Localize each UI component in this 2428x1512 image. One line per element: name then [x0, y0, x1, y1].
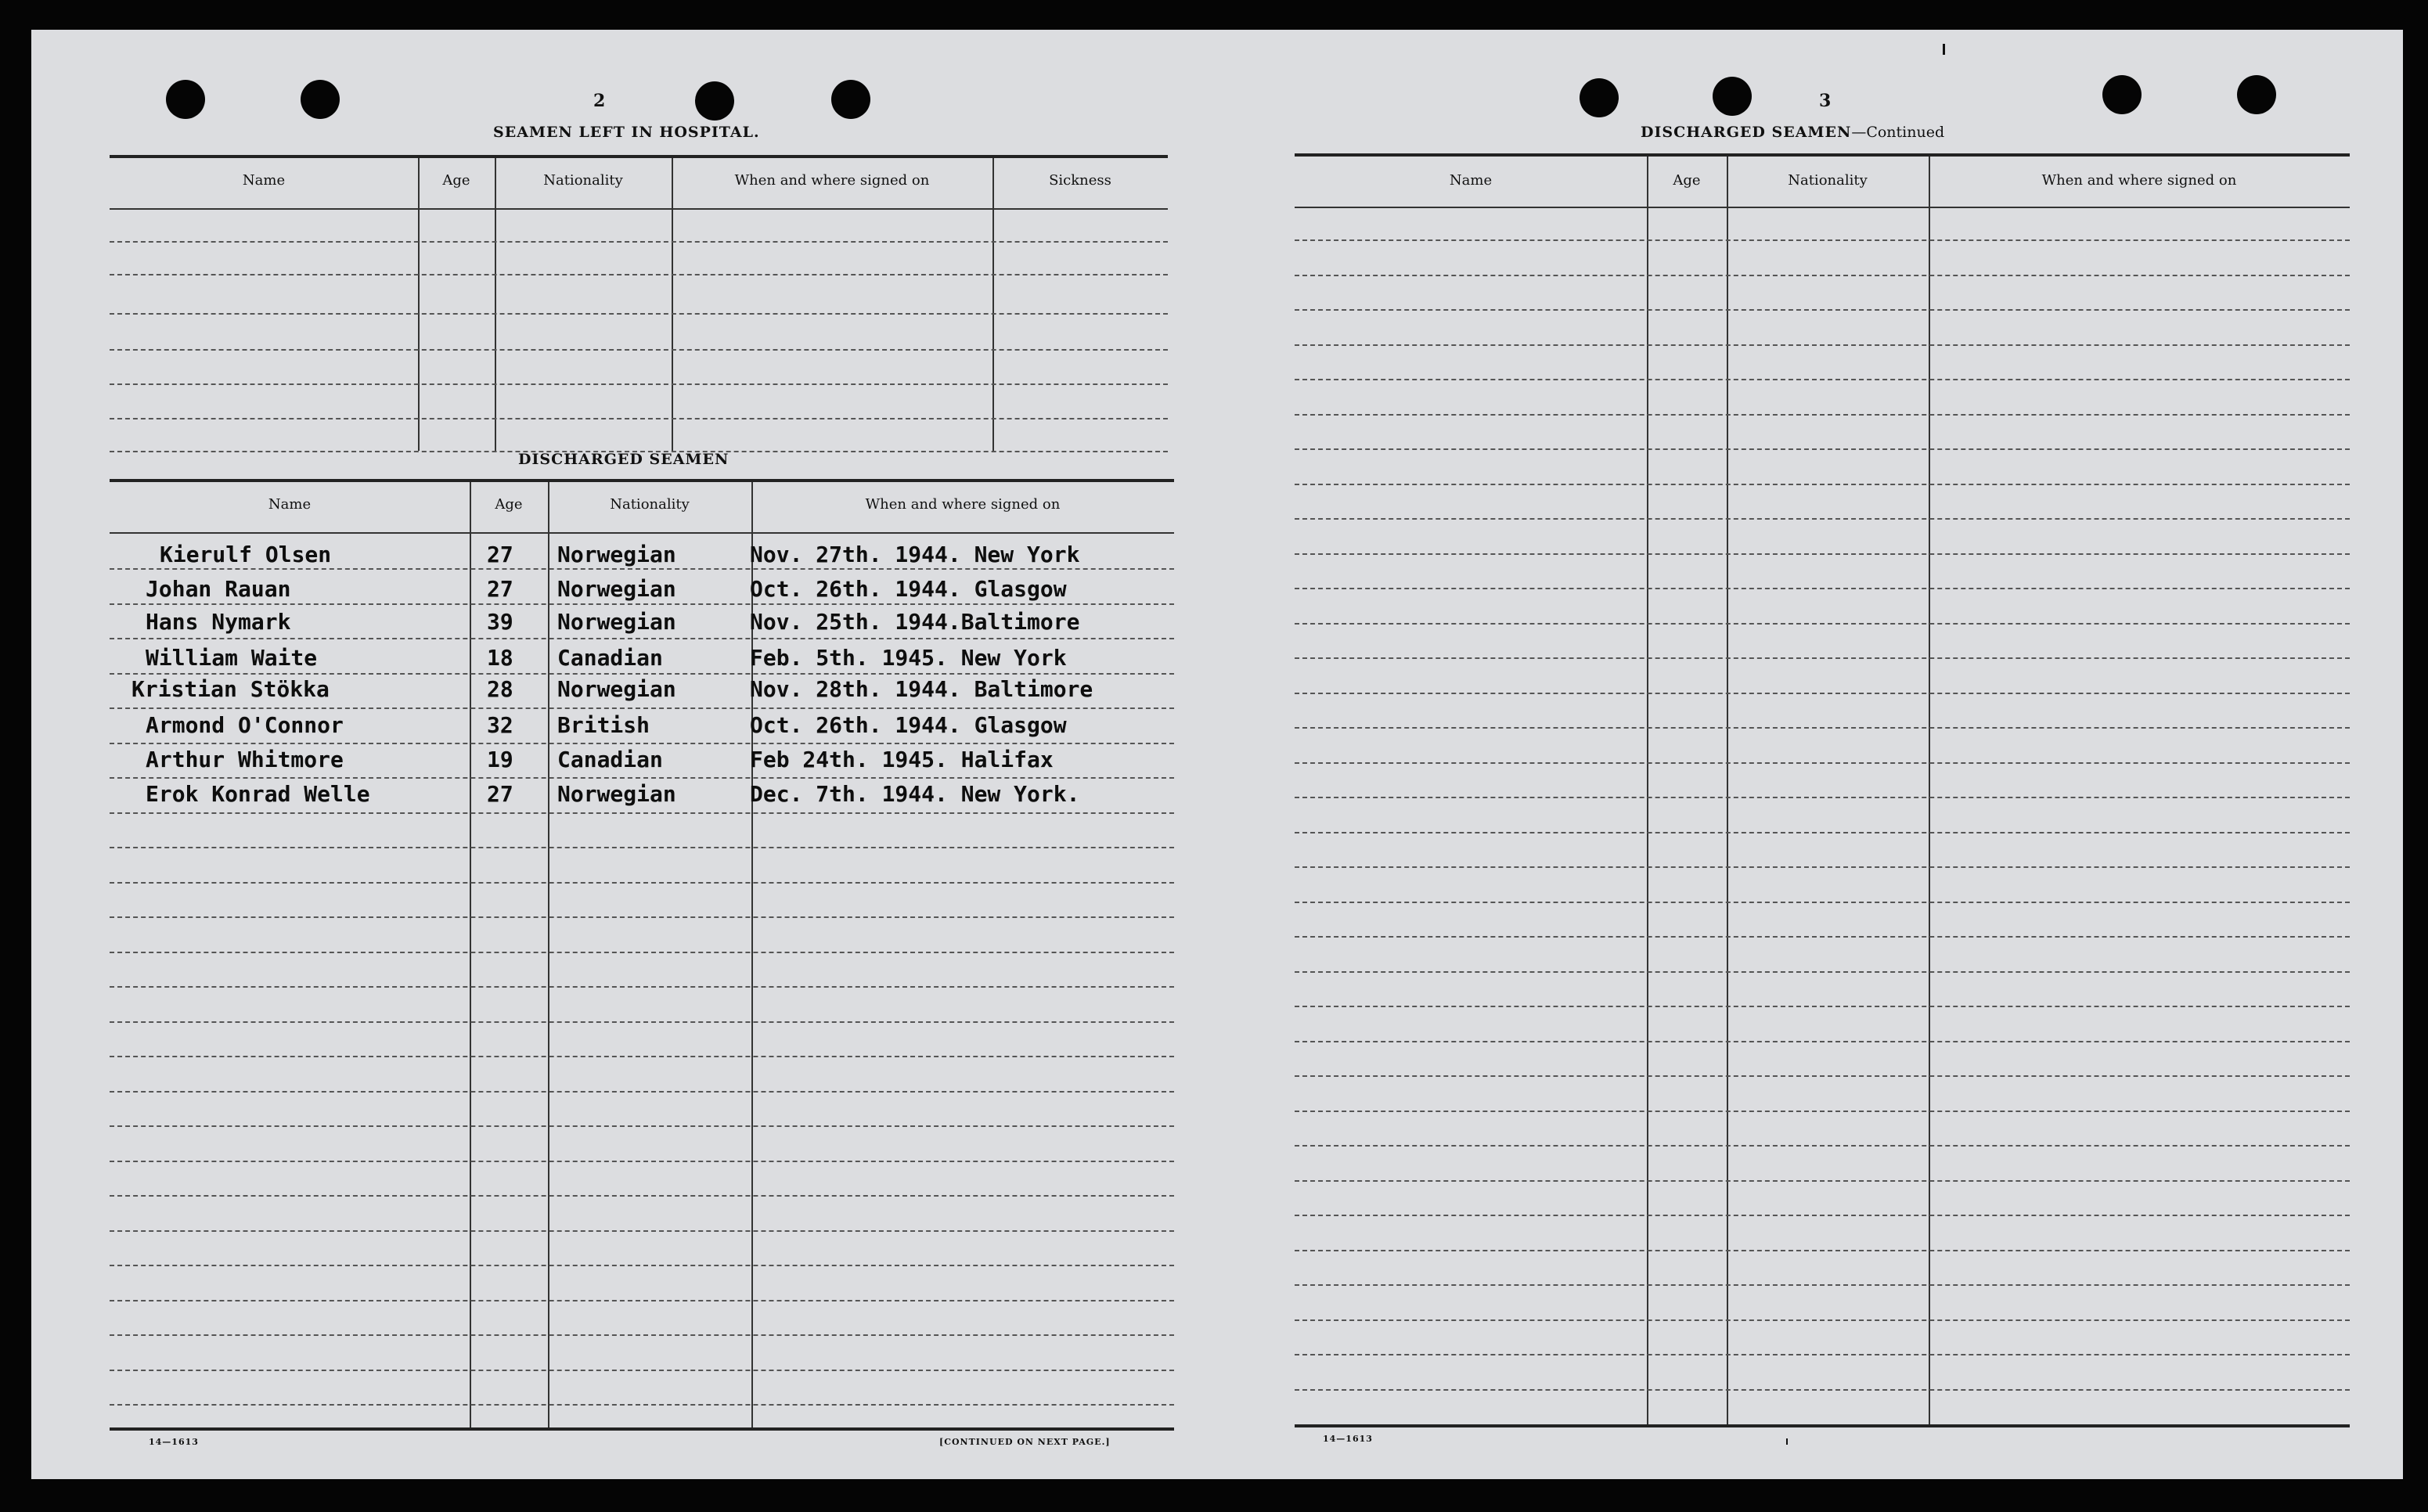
seaman-nationality: Norwegian [557, 576, 676, 602]
page-number: 3 [1819, 91, 1832, 111]
seaman-signed-on: Dec. 7th. 1944. New York. [750, 781, 1080, 807]
row-rule [1295, 518, 2350, 520]
seaman-name: Arthur Whitmore [146, 747, 344, 772]
row-rule [110, 1021, 1174, 1023]
row-rule [110, 1265, 1174, 1266]
row-rule [1295, 693, 2350, 694]
row-rule [110, 1125, 1174, 1127]
right-top-rule [1295, 153, 2350, 157]
ink-mark [1943, 44, 1945, 55]
punch-hole [1713, 77, 1752, 116]
row-rule [110, 882, 1174, 884]
row-rule [110, 1161, 1174, 1162]
hospital-row-rule [110, 313, 1168, 315]
right-col-nationality: Nationality [1788, 172, 1868, 189]
seaman-signed-on: Oct. 26th. 1944. Glasgow [750, 576, 1067, 602]
right-col-name: Name [1449, 172, 1493, 189]
seaman-name: Armond O'Connor [146, 712, 344, 738]
right-col-divider [1929, 157, 1930, 1424]
hospital-col-name: Name [242, 172, 286, 189]
row-rule [1295, 553, 2350, 555]
ink-mark [1786, 1438, 1788, 1445]
discharged-col-signed-on: When and where signed on [865, 496, 1061, 513]
row-rule [110, 847, 1174, 848]
hospital-col-age: Age [442, 172, 470, 189]
hospital-col-divider [495, 158, 496, 451]
row-rule [1295, 657, 2350, 659]
seaman-name: Erok Konrad Welle [146, 781, 370, 807]
row-rule [1295, 1180, 2350, 1182]
seaman-name: Hans Nymark [146, 609, 291, 635]
row-rule [1295, 239, 2350, 241]
hospital-col-divider [992, 158, 994, 451]
row-rule [1295, 623, 2350, 625]
seaman-age: 28 [487, 676, 513, 702]
row-rule [110, 673, 1174, 675]
right-col-signed-on: When and where signed on [2041, 172, 2237, 189]
seaman-age: 39 [487, 609, 513, 635]
seaman-age: 27 [487, 576, 513, 602]
discharged-top-rule [110, 479, 1174, 482]
seaman-nationality: Canadian [557, 645, 663, 671]
discharged-col-age: Age [495, 496, 523, 513]
row-rule [1295, 866, 2350, 868]
row-rule [110, 638, 1174, 639]
row-rule [1295, 588, 2350, 589]
row-rule [1295, 1250, 2350, 1251]
row-rule [110, 1300, 1174, 1301]
right-col-age: Age [1673, 172, 1701, 189]
left-bottom-rule [110, 1427, 1174, 1431]
row-rule [1295, 1354, 2350, 1355]
row-rule [1295, 1284, 2350, 1286]
row-rule [1295, 797, 2350, 798]
seaman-name: Johan Rauan [146, 576, 291, 602]
hospital-row-rule [110, 418, 1168, 419]
row-rule [110, 1195, 1174, 1197]
row-rule [1295, 1006, 2350, 1007]
seaman-name: Kristian Stökka [131, 676, 330, 702]
hospital-row-rule [110, 274, 1168, 275]
continued-note: [CONTINUED ON NEXT PAGE.] [939, 1437, 1111, 1447]
seaman-age: 18 [487, 645, 513, 671]
seaman-nationality: Norwegian [557, 542, 676, 567]
hospital-col-divider [418, 158, 420, 451]
seaman-signed-on: Feb 24th. 1945. Halifax [750, 747, 1054, 772]
punch-hole [2237, 75, 2276, 114]
seaman-age: 27 [487, 781, 513, 807]
seaman-signed-on: Oct. 26th. 1944. Glasgow [750, 712, 1067, 738]
continued-section-title-suffix: —Continued [1851, 124, 1945, 141]
hospital-row-rule [110, 383, 1168, 385]
row-rule [1295, 902, 2350, 903]
discharged-col-nationality: Nationality [610, 496, 690, 513]
right-header-rule [1295, 207, 2350, 208]
seaman-nationality: Norwegian [557, 676, 676, 702]
row-rule [1295, 1075, 2350, 1077]
punch-hole [1580, 78, 1619, 117]
document-sheet [31, 30, 2403, 1479]
row-rule [110, 1370, 1174, 1371]
seaman-age: 27 [487, 542, 513, 567]
page-number: 2 [593, 91, 606, 111]
row-rule [110, 916, 1174, 918]
row-rule [1295, 344, 2350, 346]
discharged-col-divider [470, 482, 471, 1427]
row-rule [1295, 762, 2350, 764]
row-rule [1295, 1041, 2350, 1042]
seaman-nationality: Norwegian [557, 781, 676, 807]
seaman-name: William Waite [146, 645, 318, 671]
hospital-col-sickness: Sickness [1049, 172, 1111, 189]
right-col-divider [1647, 157, 1648, 1424]
hospital-col-nationality: Nationality [543, 172, 623, 189]
row-rule [1295, 484, 2350, 485]
hospital-col-divider [672, 158, 673, 451]
row-rule [110, 1091, 1174, 1093]
row-rule [1295, 448, 2350, 450]
row-rule [1295, 936, 2350, 938]
row-rule [110, 1230, 1174, 1232]
row-rule [110, 1334, 1174, 1336]
row-rule [110, 952, 1174, 953]
punch-hole [831, 80, 870, 119]
punch-hole [695, 81, 734, 121]
row-rule [110, 743, 1174, 744]
seaman-signed-on: Nov. 27th. 1944. New York [750, 542, 1080, 567]
right-col-divider [1727, 157, 1728, 1424]
continued-section-title-main: DISCHARGED SEAMEN [1641, 124, 1852, 141]
row-rule [1295, 1389, 2350, 1391]
row-rule [110, 1056, 1174, 1057]
row-rule [110, 777, 1174, 779]
row-rule [1295, 309, 2350, 311]
seaman-age: 19 [487, 747, 513, 772]
form-number: 14—1613 [1323, 1434, 1373, 1444]
row-rule [1295, 414, 2350, 416]
continued-section-title [1641, 124, 1944, 141]
hospital-col-signed-on: When and where signed on [734, 172, 930, 189]
row-rule [110, 568, 1174, 570]
discharged-section-title: DISCHARGED SEAMEN [518, 451, 729, 468]
hospital-row-rule [110, 241, 1168, 243]
discharged-col-name: Name [268, 496, 312, 513]
row-rule [110, 812, 1174, 814]
row-rule [110, 986, 1174, 988]
row-rule [1295, 1319, 2350, 1321]
row-rule [110, 707, 1174, 709]
row-rule [1295, 1145, 2350, 1147]
right-bottom-rule [1295, 1424, 2350, 1427]
row-rule [1295, 971, 2350, 973]
row-rule [1295, 832, 2350, 833]
row-rule [1295, 275, 2350, 276]
seaman-signed-on: Nov. 28th. 1944. Baltimore [750, 676, 1093, 702]
seaman-age: 32 [487, 712, 513, 738]
row-rule [110, 1404, 1174, 1406]
row-rule [1295, 1111, 2350, 1112]
hospital-section-title: SEAMEN LEFT IN HOSPITAL. [493, 124, 760, 141]
hospital-row-rule [110, 349, 1168, 351]
form-number: 14—1613 [149, 1437, 199, 1447]
punch-hole [2102, 75, 2142, 114]
seaman-nationality: Norwegian [557, 609, 676, 635]
seaman-nationality: British [557, 712, 650, 738]
discharged-header-rule [110, 532, 1174, 534]
row-rule [1295, 727, 2350, 729]
hospital-header-rule [110, 208, 1168, 210]
seaman-signed-on: Nov. 25th. 1944.Baltimore [750, 609, 1080, 635]
punch-hole [301, 80, 340, 119]
seaman-nationality: Canadian [557, 747, 663, 772]
punch-hole [166, 80, 205, 119]
discharged-col-divider [548, 482, 549, 1427]
row-rule [1295, 379, 2350, 380]
seaman-signed-on: Feb. 5th. 1945. New York [750, 645, 1067, 671]
row-rule [1295, 1215, 2350, 1216]
seaman-name: Kierulf Olsen [160, 542, 332, 567]
row-rule [110, 603, 1174, 605]
hospital-top-rule [110, 155, 1168, 158]
